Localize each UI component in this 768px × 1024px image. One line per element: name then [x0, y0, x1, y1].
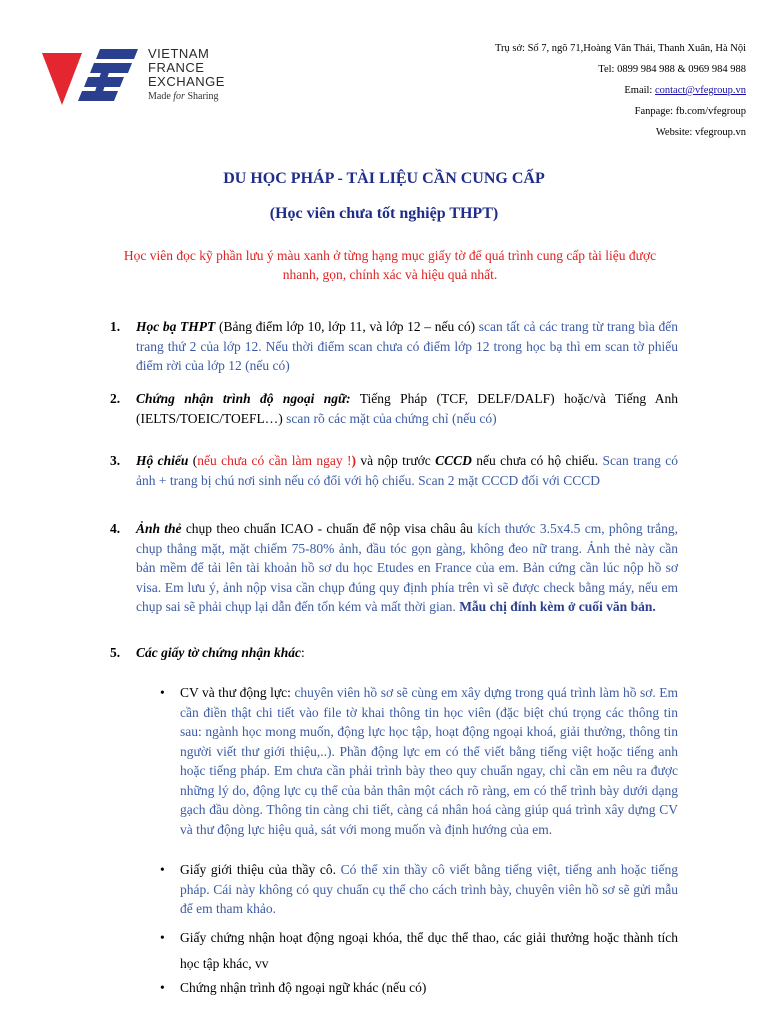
item-note: kích thước 3.5x4.5 cm, phông trắng, chụp thẳng mặt, mặt chiếm 75-80% ảnh, đầu tóc gọn gàng, không đeo nữ trang. Ảnh thẻ này cần bản mềm để tải lên tài khoản hồ sơ du học Etudes en France của em. Bản cứng cần lúc nộp hồ sơ visa. Em lưu ý, ảnh nộp visa cần chụp đúng quy định phía trên vì sẽ được check bằng máy, nếu em chụp sai sẽ phải chụp lại dẫn đến tốn kém và mất thời gian.	[136, 521, 678, 614]
bullet-icon: •	[160, 685, 165, 700]
item-label: Học bạ THPT	[136, 319, 216, 334]
item-note-bold: Mẫu chị đính kèm ở cuối văn bản.	[459, 599, 656, 614]
bullet-item: • Giấy chứng nhận hoạt động ngoại khóa, thể dục thể thao, các giải thưởng hoặc thành tích học tập khác, vv	[160, 925, 678, 977]
logo-line-1: VIETNAM	[148, 46, 210, 61]
item-number: 3.	[110, 453, 121, 468]
document-subtitle: (Học viên chưa tốt nghiệp THPT)	[269, 205, 499, 222]
item-note: scan rõ các mặt của chứng chỉ (nếu có)	[286, 410, 497, 426]
item-number: 4.	[110, 521, 121, 536]
list-item: 2. Chứng nhận trình độ ngoại ngữ: Tiếng Pháp (TCF, DELF/DALF) hoặc/và Tiếng Anh (IELTS/TOEIC/TOEFL…) scan rõ các mặt của chứng chỉ (nếu có)	[110, 391, 678, 426]
list-item: 5. Các giấy tờ chứng nhận khác:	[110, 643, 678, 663]
item-label: Hộ chiếu	[136, 453, 189, 468]
bullet-item: • Chứng nhận trình độ ngoại ngữ khác (nếu có)	[160, 978, 678, 998]
cccd-label: CCCD	[435, 453, 472, 468]
item-number: 2.	[110, 391, 121, 406]
list-item: 4. Ảnh thẻ chụp theo chuẩn ICAO - chuẩn để nộp visa châu âu kích thước 3.5x4.5 cm, phông trắng, chụp thẳng mặt, mặt chiếm 75-80% ảnh, đầu tóc gọn gàng, không đeo nữ trang. Ảnh thẻ này cần bản mềm để tải lên tài khoản hồ sơ du học Etudes en France của em. Bản cứng cần lúc nộp hồ sơ visa. Em lưu ý, ảnh nộp visa cần chụp đúng quy định phía trên vì sẽ được check bằng máy, nếu em chụp sai sẽ phải chụp lại dẫn đến tốn kém và mất thời gian. Mẫu chị đính kèm ở cuối văn bản.	[110, 521, 678, 614]
item-label: Ảnh thẻ	[136, 521, 182, 536]
item-number: 1.	[110, 319, 121, 334]
item-note: scan tất cả các trang từ trang bìa đến trang thứ 2 của lớp 12. Nếu thời điểm scan chưa có điểm lớp 12 trong học bạ thì em scan tờ phiếu điểm rời của lớp 12 (nếu có)	[136, 319, 679, 373]
bullet-item: • Giấy giới thiệu của thầy cô. Có thể xin thầy cô viết bằng tiếng việt, tiếng anh hoặc tiếng pháp. Cái này không có quy chuẩn cụ thể cho cách trình bày, chuyên viên hồ sơ sẽ gửi mẫu để em tham khảo.	[160, 862, 678, 916]
intro-note: Học viên đọc kỹ phần lưu ý màu xanh ở từng hạng mục giấy tờ để quá trình cung cấp tài liệu được nhanh, gọn, chính xác và hiệu quả nhất.	[123, 248, 657, 282]
logo-slogan: Made for Sharing	[148, 91, 219, 102]
email-link[interactable]: contact@vfegroup.vn	[654, 85, 746, 96]
item-number: 5.	[110, 645, 121, 660]
bullet-item: • CV và thư động lực: chuyên viên hồ sơ sẽ cùng em xây dựng trong quá trình làm hồ sơ. Em cần điền thật chi tiết vào file tờ khai thông tin học viên (đặc biệt chú trọng các thông tin sau: ngành học mong muốn, động lực học tập, hoạt động ngoại khoá, giải thưởng, thông tin người viết thư giới thiệu,..). Phần động lực em có thể viết bằng tiếng việt hoặc tiếng anh hoặc tiếng pháp. Em chưa cần phải trình bày theo quy chuẩn ngay, chỉ cần em nêu ra được những lý do, động lực cụ thể của bản thân một cách rõ ràng, em có thể trình bày dưới dạng gạch đầu dòng. Thông tin càng chi tiết, càng cá nhân hoá càng giúp quá trình xây dựng CV và thư động lực hiệu quả, sát với mong muốn và định hướng của em.	[160, 685, 678, 837]
list-item: 3. Hộ chiếu (nếu chưa có cần làm ngay !) và nộp trước CCCD nếu chưa có hộ chiếu. Scan trang có ảnh + trang bị chú nơi sinh nếu có đổi với hộ chiếu. Scan 2 mặt CCCD đối với CCCD	[110, 453, 678, 488]
item-note: Scan trang có ảnh + trang bị chú nơi sinh nếu có đổi với hộ chiếu. Scan 2 mặt CCCD đối với CCCD	[136, 453, 678, 488]
bullet-note: Có thể xin thầy cô viết bằng tiếng việt, tiếng anh hoặc tiếng pháp. Cái này không có quy chuẩn cụ thể cho cách trình bày, chuyên viên hồ sơ sẽ gửi mẫu để em tham khảo.	[180, 862, 678, 916]
bullet-icon: •	[160, 930, 165, 945]
list-item: 1. Học bạ THPT (Bảng điểm lớp 10, lớp 11, và lớp 12 – nếu có) scan tất cả các trang từ trang bìa đến trang thứ 2 của lớp 12. Nếu thời điểm scan chưa có điểm lớp 12 trong học bạ thì em scan tờ phiếu điểm rời của lớp 12 (nếu có)	[110, 319, 679, 373]
contact-phone: Tel: 0899 984 988 & 0969 984 988	[598, 64, 746, 75]
logo-wordmark	[148, 47, 225, 102]
bullet-icon: •	[160, 862, 165, 877]
contact-address: Trụ sở: Số 7, ngõ 71,Hoàng Văn Thái, Thanh Xuân, Hà Nội	[494, 43, 746, 54]
bullet-icon: •	[160, 980, 165, 995]
contact-email: Email: contact@vfegroup.vn	[624, 85, 746, 96]
document-title: DU HỌC PHÁP - TÀI LIỆU CẦN CUNG CẤP	[223, 170, 545, 187]
contact-block	[495, 38, 746, 143]
contact-fanpage: Fanpage: fb.com/vfegroup	[634, 106, 746, 117]
item-label: Chứng nhận trình độ ngoại ngữ:	[136, 391, 351, 406]
logo-line-2: FRANCE	[148, 60, 205, 75]
passport-warning: nếu chưa có cần làm ngay !	[197, 453, 352, 468]
logo-line-3: EXCHANGE	[148, 74, 225, 89]
bullet-note: chuyên viên hồ sơ sẽ cùng em xây dựng trong quá trình làm hồ sơ. Em cần điền thật chi tiết vào file tờ khai thông tin học viên (đặc biệt chú trọng các thông tin sau: ngành học mong muốn, động lực học tập, hoạt động ngoại khoá, giải thưởng, thông tin người viết thư giới thiệu,..). Phần động lực em có thể viết bằng tiếng việt hoặc tiếng anh hoặc tiếng pháp. Em chưa cần phải trình bày theo quy chuẩn ngay, chỉ cần em nêu ra được những lý do, động lực cụ thể của bản thân một cách rõ ràng, em có thể trình bày dưới dạng gạch đầu dòng. Thông tin càng chi tiết, càng cá nhân hoá càng giúp quá trình xây dựng CV và thư động lực hiệu quả, sát với mong muốn và định hướng của em.	[180, 685, 678, 837]
contact-website: Website: vfegroup.vn	[655, 127, 746, 138]
item-label: Các giấy tờ chứng nhận khác	[136, 645, 301, 660]
